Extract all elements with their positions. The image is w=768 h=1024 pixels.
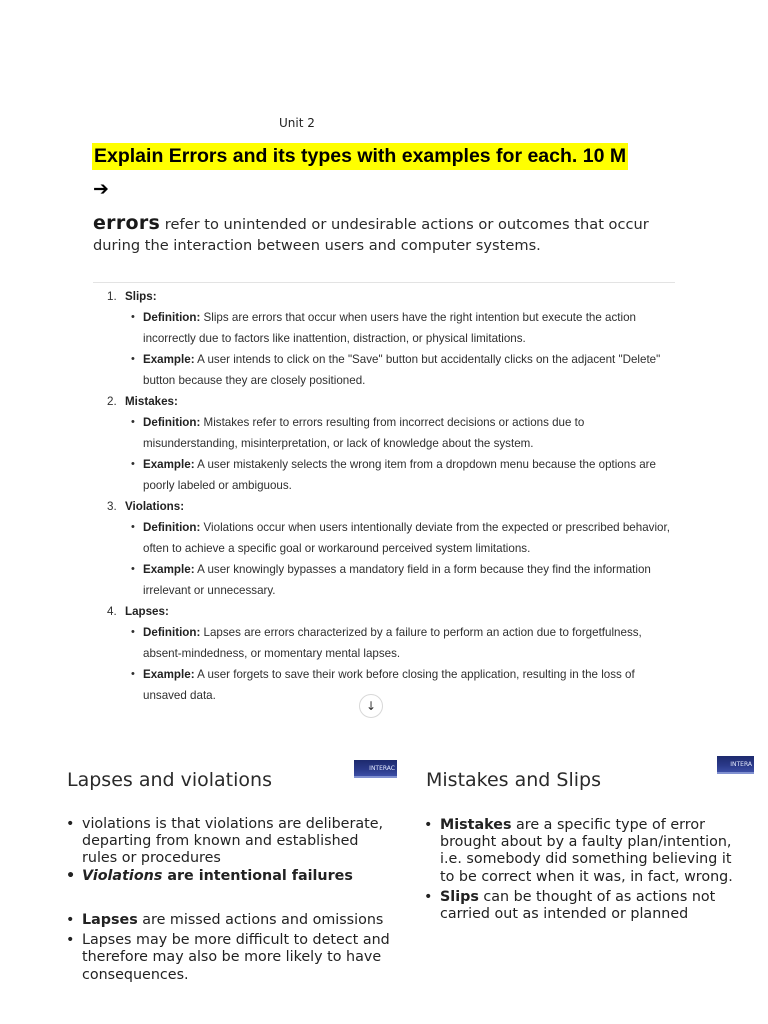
scroll-down-icon[interactable]: ↓ xyxy=(359,694,383,718)
error-types-list xyxy=(93,283,675,706)
example-line: • Example: A user mistakenly selects the wrong item from a dropdown menu because the options are poorly labeled or ambiguous. xyxy=(131,458,656,492)
list-item: • Violations are intentional failures xyxy=(66,867,353,884)
item-name: Lapses: xyxy=(125,605,169,618)
example-text: A user knowingly bypasses a mandatory field in a form because they find the information irrelevant or unnecessary. xyxy=(143,563,651,597)
unit-label: Unit 2 xyxy=(279,116,315,130)
example-label: Example: xyxy=(143,458,195,471)
bullet-text: are intentional failures xyxy=(162,867,353,884)
definition-line: • Definition: Mistakes refer to errors resulting from incorrect decisions or actions due to misunderstanding, misinterpretation, or lack of knowledge about the system. xyxy=(131,416,585,450)
list-item xyxy=(93,496,675,601)
example-label: Example: xyxy=(143,668,195,681)
item-number: 2. xyxy=(107,395,117,408)
bullet-text: can be thought of as actions not carried out as intended or planned xyxy=(440,888,716,923)
example-label: Example: xyxy=(143,563,195,576)
example-line: • Example: A user intends to click on the "Save" button but accidentally clicks on the adjacent "Delete" button because they are closely positioned. xyxy=(131,353,661,387)
definition-label: Definition: xyxy=(143,311,201,324)
bullet-text: are missed actions and omissions xyxy=(137,912,384,928)
definition-label: Definition: xyxy=(143,626,201,639)
item-number: 1. xyxy=(107,290,117,303)
example-text: A user forgets to save their work before closing the application, resulting in the loss of unsaved data. xyxy=(143,668,635,702)
definition-line: • Definition: Lapses are errors characterized by a failure to perform an action due to forgetfulness, absent-mindedness, or momentary mental lapses. xyxy=(131,626,642,660)
definition-text: Violations occur when users intentionally deviate from the expected or prescribed behavior, often to achieve a specific goal or workaround perceived system limitations. xyxy=(143,521,670,555)
error-types-panel xyxy=(93,282,675,719)
interaction-logo: INTERAC xyxy=(354,760,397,778)
definition-label: Definition: xyxy=(143,416,201,429)
list-item xyxy=(93,286,675,391)
definition-text: Mistakes refer to errors resulting from incorrect decisions or actions due to misunderstanding, misinterpretation, or lack of knowledge about the system. xyxy=(143,416,585,450)
bullet-text: are a specific type of error brought about by a faulty plan/intention, i.e. somebody did something believing it to be correct when it was, in fact, wrong. xyxy=(440,817,733,885)
bullet-text: Lapses may be more difficult to detect and therefore may also be more likely to have consequences. xyxy=(82,932,390,983)
bullet-emphasis: Violations xyxy=(82,867,163,884)
item-name: Violations: xyxy=(125,500,185,513)
item-details xyxy=(125,622,675,706)
lapses-violations-list-b xyxy=(66,912,391,984)
list-item: • Lapses may be more difficult to detect and therefore may also be more likely to have consequences. xyxy=(66,932,390,983)
bullet-term: Mistakes xyxy=(440,817,512,833)
example-line: • Example: A user forgets to save their work before closing the application, resulting in the loss of unsaved data. xyxy=(131,668,635,702)
item-details xyxy=(125,517,675,601)
item-name: Mistakes: xyxy=(125,395,178,408)
definition-line: • Definition: Slips are errors that occur when users have the right intention but execute the action incorrectly due to factors like inattention, distraction, or physical limitations. xyxy=(131,311,636,345)
bullet-text: violations is that violations are deliberate, departing from known and established rules or procedures xyxy=(82,816,384,867)
definition-text: Lapses are errors characterized by a failure to perform an action due to forgetfulness, absent-mindedness, or momentary mental lapses. xyxy=(143,626,642,660)
intro-text: refer to unintended or undesirable actions or outcomes that occur during the interaction between users and computer systems. xyxy=(93,216,649,254)
intro-term: errors xyxy=(93,212,161,234)
mistakes-slips-list xyxy=(424,817,744,923)
list-item: • Lapses are missed actions and omissions xyxy=(66,912,384,928)
interaction-logo: INTERA xyxy=(717,756,754,774)
slide-title-mistakes-slips: Mistakes and Slips xyxy=(426,769,601,791)
definition-text: Slips are errors that occur when users have the right intention but execute the action incorrectly due to factors like inattention, distraction, or physical limitations. xyxy=(143,311,636,345)
arrow-right-icon: ➔ xyxy=(93,178,109,200)
item-number: 3. xyxy=(107,500,117,513)
bullet-term: Slips xyxy=(440,888,479,905)
example-line: • Example: A user knowingly bypasses a mandatory field in a form because they find the information irrelevant or unnecessary. xyxy=(131,563,651,597)
definition-label: Definition: xyxy=(143,521,201,534)
example-label: Example: xyxy=(143,353,195,366)
list-item: • Mistakes are a specific type of error brought about by a faulty plan/intention, i.e. somebody did something believing it to be correct when it was, in fact, wrong. xyxy=(424,817,733,885)
list-item xyxy=(93,391,675,496)
item-details xyxy=(125,412,675,496)
lapses-violations-list-a xyxy=(66,816,391,885)
list-item: • Slips can be thought of as actions not carried out as intended or planned xyxy=(424,888,716,923)
definition-line: • Definition: Violations occur when users intentionally deviate from the expected or prescribed behavior, often to achieve a specific goal or workaround perceived system limitations. xyxy=(131,521,670,555)
bullet-term: Lapses xyxy=(82,912,138,928)
example-text: A user mistakenly selects the wrong item from a dropdown menu because the options are poorly labeled or ambiguous. xyxy=(143,458,656,492)
list-item xyxy=(93,601,675,706)
question-heading: Explain Errors and its types with examples for each. 10 M xyxy=(92,143,628,170)
item-name: Slips: xyxy=(125,290,157,303)
example-text: A user intends to click on the "Save" button but accidentally clicks on the adjacent "Delete" button because they are closely positioned. xyxy=(143,353,661,387)
item-number: 4. xyxy=(107,605,117,618)
list-item: • violations is that violations are deliberate, departing from known and established rules or procedures xyxy=(66,816,384,867)
slide-title-lapses-violations: Lapses and violations xyxy=(67,769,272,791)
item-details xyxy=(125,307,675,391)
intro-paragraph xyxy=(93,213,673,256)
